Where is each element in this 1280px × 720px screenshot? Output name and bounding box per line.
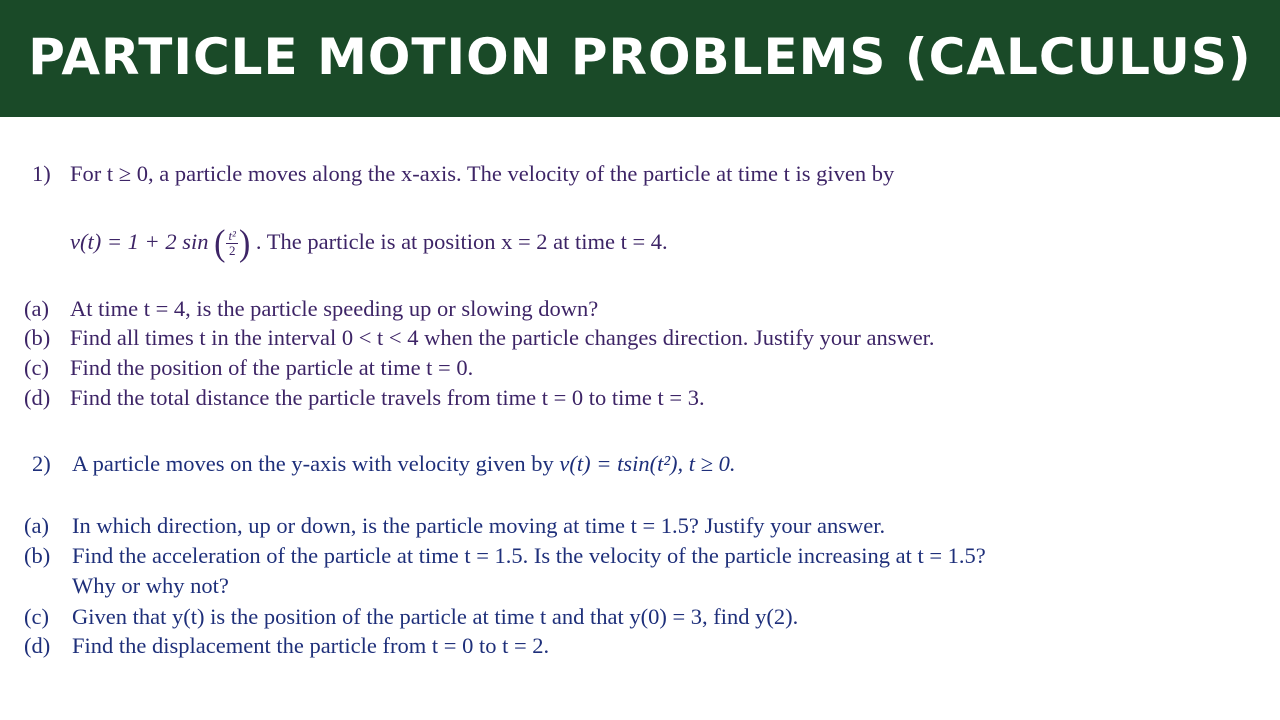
problem-1-part-label: (d) (24, 385, 51, 410)
problem-1-part-label: (a) (24, 296, 49, 321)
problem-2-part-text: Find the displacement the particle from t = 0 to t = 2. (72, 633, 550, 658)
problem-1-part-text: Find all times t in the interval 0 < t < 4 when the particle changes direction. Justify your answer. (70, 325, 935, 350)
problem-2-intro-text: A particle moves on the y-axis with velocity given by (72, 451, 560, 476)
problem-2-number: 2) (32, 451, 51, 476)
page-title: PARTICLE MOTION PROBLEMS (CALCULUS) (28, 27, 1252, 86)
problem-2-part-text: In which direction, up or down, is the particle moving at time t = 1.5? Justify your answer. (72, 513, 886, 538)
problem-1-intro: For t ≥ 0, a particle moves along the x-axis. The velocity of the particle at time t is given by (70, 161, 895, 186)
problem-1-part-text: At time t = 4, is the particle speeding up or slowing down? (70, 296, 599, 321)
problem-2-part-text-continued: Why or why not? (72, 573, 229, 598)
title-banner (0, 0, 1280, 117)
problem-2-part-label: (b) (24, 543, 51, 568)
problem-2-intro (72, 450, 736, 478)
problem-1-part-text: Find the total distance the particle travels from time t = 0 to time t = 3. (70, 385, 705, 410)
problem-1-part-label: (c) (24, 355, 49, 380)
problem-2-part-label: (c) (24, 604, 49, 629)
fraction-denominator: 2 (228, 243, 236, 259)
formula-fraction (226, 229, 238, 258)
problem-1-part-text: Find the position of the particle at time t = 0. (70, 355, 474, 380)
problem-1-part-label: (b) (24, 325, 51, 350)
formula-lhs: v(t) = 1 + 2 sin (70, 229, 209, 254)
problem-2-part-label: (a) (24, 513, 49, 538)
problem-2-part-label: (d) (24, 633, 51, 658)
fraction-numerator: t² (228, 228, 236, 244)
problem-2-formula: v(t) = tsin(t²), t ≥ 0. (559, 451, 736, 476)
problem-2-part-text: Given that y(t) is the position of the particle at time t and that y(0) = 3, find y(2). (72, 604, 799, 629)
formula-rest: . The particle is at position x = 2 at time t = 4. (255, 229, 668, 254)
problem-1-formula: v(t) = 1 + 2 sin ( $\frac{\text{t²}}{2}$ ) . The particle is at position x = 2 at time t = 4. (70, 222, 668, 264)
problem-1-number: 1) (32, 161, 51, 186)
problem-2-part-text: Find the acceleration of the particle at time t = 1.5. Is the velocity of the particle increasing at t = 1.5? (72, 543, 986, 568)
